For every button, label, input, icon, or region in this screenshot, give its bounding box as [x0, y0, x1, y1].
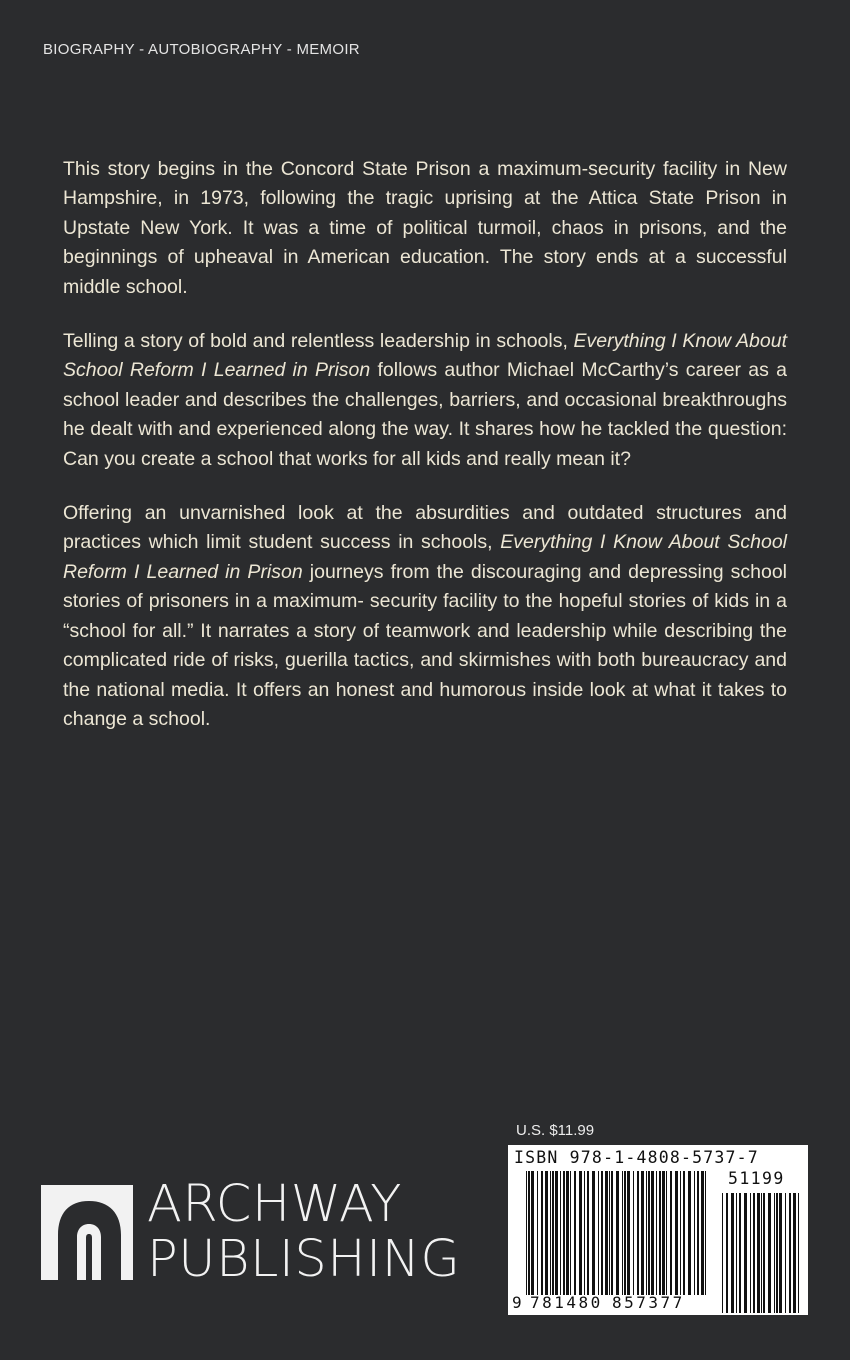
barcode-bar [592, 1171, 595, 1295]
blurb-paragraph-3 [63, 499, 787, 734]
barcode-bar [622, 1171, 623, 1295]
barcode-bar [793, 1193, 796, 1313]
barcode-bar [656, 1171, 657, 1295]
barcode-bar [641, 1171, 644, 1295]
barcode-bar [701, 1171, 704, 1295]
barcode-bar [648, 1171, 650, 1295]
ean-first-digit: 9 [512, 1293, 522, 1312]
publisher-name [147, 1177, 460, 1287]
barcode-bar [736, 1193, 737, 1313]
barcode-bar [659, 1171, 661, 1295]
barcode-bar [798, 1193, 799, 1313]
barcode-bar [545, 1171, 548, 1295]
barcode-bar [627, 1171, 630, 1295]
barcode-bar [587, 1171, 589, 1295]
barcode-bar [739, 1193, 741, 1313]
barcode-bar [651, 1171, 654, 1295]
publisher-line-2: PUBLISHING [147, 1230, 461, 1289]
barcode-bar [705, 1171, 706, 1295]
blurb-text: Telling a story of bold and relentless leadership in schools, [63, 330, 574, 353]
barcode-bar [779, 1193, 782, 1313]
barcode-bar [531, 1171, 534, 1295]
barcode-bar [574, 1171, 576, 1295]
barcode-bar [694, 1171, 695, 1295]
publisher-line-1: ARCHWAY [147, 1175, 402, 1234]
barcode-bar [785, 1193, 786, 1313]
barcode-bar [789, 1193, 791, 1313]
barcode-bar [757, 1193, 760, 1313]
barcode-bar [683, 1171, 685, 1295]
barcode-bar [560, 1171, 561, 1295]
barcode-bar [670, 1171, 672, 1295]
barcode-bar [552, 1171, 554, 1295]
barcode-bar [537, 1171, 538, 1295]
barcode-bar [768, 1193, 771, 1313]
barcode-bar [637, 1171, 639, 1295]
barcode-bar [744, 1193, 747, 1313]
barcode-bars [508, 1145, 808, 1315]
barcode-bar [633, 1171, 634, 1295]
barcode-bar [776, 1193, 778, 1313]
barcode-bar [584, 1171, 585, 1295]
barcode-bar [726, 1193, 728, 1313]
blurb-paragraph-2 [63, 327, 787, 474]
barcode-bar [605, 1171, 608, 1295]
blurb-paragraph-1: This story begins in the Concord State Prison a maximum-security facility in New Hampshire, in 1973, following the tragic uprising at the Attica State Prison in Upstate New York. It was a time of political turmoil, chaos in prisons, and the beginnings of upheaval in American education. The story ends at a successful middle school. [63, 158, 787, 298]
price-label: U.S. $11.99 [516, 1122, 595, 1139]
barcode-bar [616, 1171, 619, 1295]
barcode-bar [609, 1171, 610, 1295]
barcode-bar [763, 1193, 765, 1313]
blurb-text: follows author Michael McCarthy’s career as a school leader and describes the challenges, barriers, and occasional breakthroughs he dealt with and experienced along the way. It shares how he tackled the question: Can you create a school that works for all kids and really mean it? [63, 359, 787, 470]
barcode-bar [666, 1171, 667, 1295]
barcode-bar [731, 1193, 734, 1313]
addon-number: 51199 [728, 1169, 785, 1188]
barcode-bar [688, 1171, 691, 1295]
barcode-bar [611, 1171, 613, 1295]
barcode-bar [750, 1193, 751, 1313]
barcode [508, 1145, 808, 1315]
barcode-bar [541, 1171, 543, 1295]
ean-left-digits: 781480 [530, 1293, 603, 1312]
barcode-bar [662, 1171, 665, 1295]
barcode-bar [646, 1171, 647, 1295]
blurb-text: Offering an unvarnished look at the absurdities and outdated structures and practices which limit student success in schools, [63, 502, 787, 554]
book-title: Everything I Know About School Reform I Learned in Prison [63, 330, 787, 382]
book-title: Everything I Know About School Reform I Learned in Prison [63, 531, 788, 583]
barcode-bar [697, 1171, 699, 1295]
back-cover-blurb [63, 155, 787, 759]
barcode-bar [598, 1171, 599, 1295]
barcode-bar [761, 1193, 762, 1313]
blurb-text: journeys from the discouraging and depressing school stories of prisoners in a maximum- security facility to the hopeful stories of kids in a “school for all.” It narrates a story of teamwork and leadership while describing the complicated ride of risks, guerilla tactics, and skirmishes with both bureaucracy and the national media. It offers an honest and humorous inside look at what it takes to change a school. [63, 560, 788, 730]
barcode-bar [566, 1171, 569, 1295]
barcode-bar [550, 1171, 551, 1295]
barcode-bar [753, 1193, 755, 1313]
barcode-bar [774, 1193, 775, 1313]
barcode-bar [624, 1171, 626, 1295]
barcode-bar [570, 1171, 571, 1295]
ean-right-digits: 857377 [612, 1293, 685, 1312]
barcode-bar [722, 1193, 723, 1313]
barcode-bar [680, 1171, 681, 1295]
barcode-bar [675, 1171, 678, 1295]
barcode-bar [528, 1171, 530, 1295]
category-label: BIOGRAPHY - AUTOBIOGRAPHY - MEMOIR [43, 41, 360, 58]
barcode-bar [601, 1171, 603, 1295]
barcode-bar [579, 1171, 582, 1295]
barcode-bar [563, 1171, 565, 1295]
barcode-bar [526, 1171, 527, 1295]
barcode-bar [555, 1171, 558, 1295]
archway-logo-icon [41, 1185, 133, 1280]
isbn-text: ISBN 978-1-4808-5737-7 [514, 1148, 759, 1167]
